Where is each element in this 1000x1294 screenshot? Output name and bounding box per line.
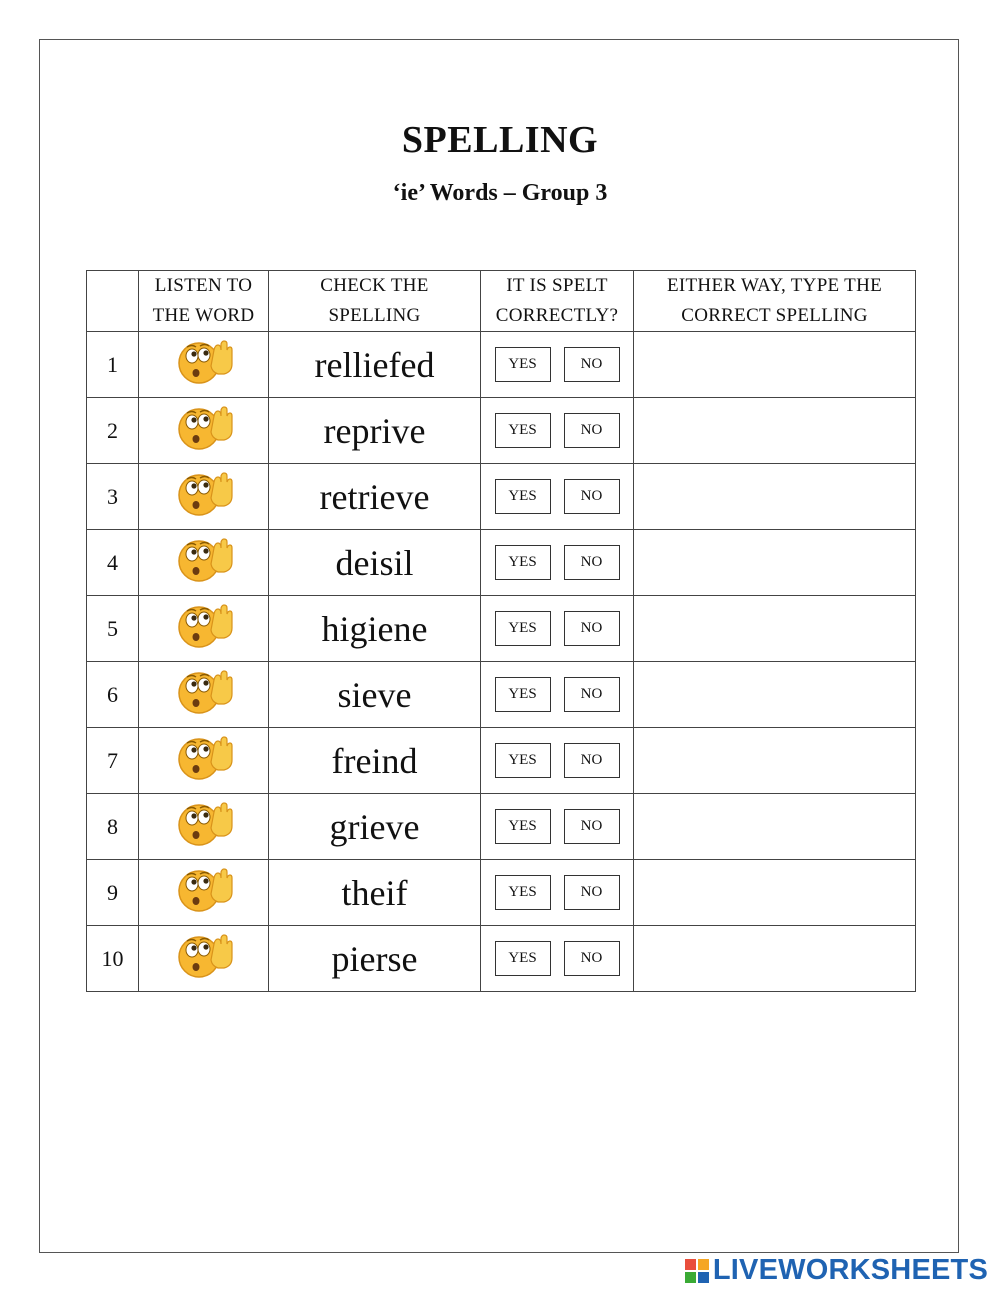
yes-no-cell <box>481 926 634 992</box>
yes-no-cell <box>481 728 634 794</box>
row-number: 7 <box>87 728 139 794</box>
no-button[interactable]: NO <box>564 941 620 976</box>
listen-cell <box>139 860 269 926</box>
table-row <box>87 794 916 860</box>
page-title: SPELLING <box>401 119 599 161</box>
yes-button[interactable]: YES <box>495 875 551 910</box>
listening-face-icon[interactable] <box>175 602 233 650</box>
yes-no-cell <box>481 332 634 398</box>
no-button[interactable]: NO <box>564 677 620 712</box>
table-row <box>87 464 916 530</box>
row-number: 1 <box>87 332 139 398</box>
listen-cell <box>139 530 269 596</box>
yes-no-cell <box>481 464 634 530</box>
table-row <box>87 926 916 992</box>
yes-button[interactable]: YES <box>495 743 551 778</box>
brand-name: LIVEWORKSHEETS <box>712 1254 988 1286</box>
row-number: 3 <box>87 464 139 530</box>
listen-cell <box>139 728 269 794</box>
spelling-word: retrieve <box>269 464 481 530</box>
no-button[interactable]: NO <box>564 347 620 382</box>
listening-face-icon[interactable] <box>175 668 233 716</box>
header-spelt <box>481 271 634 332</box>
no-button[interactable]: NO <box>564 875 620 910</box>
header-spelt-line1: IT IS SPELT <box>506 275 608 296</box>
yes-button[interactable]: YES <box>495 809 551 844</box>
correct-spelling-input[interactable] <box>634 398 916 464</box>
no-button[interactable]: NO <box>564 413 620 448</box>
row-number: 6 <box>87 662 139 728</box>
correct-spelling-input[interactable] <box>634 332 916 398</box>
listen-cell <box>139 332 269 398</box>
logo-squares-icon <box>685 1259 709 1283</box>
yes-no-cell <box>481 596 634 662</box>
row-number: 5 <box>87 596 139 662</box>
listening-face-icon[interactable] <box>175 470 233 518</box>
yes-no-cell <box>481 530 634 596</box>
yes-button[interactable]: YES <box>495 941 551 976</box>
listening-face-icon[interactable] <box>175 404 233 452</box>
table-row <box>87 596 916 662</box>
yes-button[interactable]: YES <box>495 677 551 712</box>
header-check-line1: CHECK THE <box>320 275 429 296</box>
listen-cell <box>139 398 269 464</box>
correct-spelling-input[interactable] <box>634 794 916 860</box>
yes-button[interactable]: YES <box>495 611 551 646</box>
header-check-line2: SPELLING <box>328 305 421 326</box>
yes-no-cell <box>481 662 634 728</box>
correct-spelling-input[interactable] <box>634 662 916 728</box>
table-row <box>87 662 916 728</box>
correct-spelling-input[interactable] <box>634 728 916 794</box>
listening-face-icon[interactable] <box>175 536 233 584</box>
header-num <box>87 271 139 332</box>
spelling-word: relliefed <box>269 332 481 398</box>
no-button[interactable]: NO <box>564 611 620 646</box>
yes-button[interactable]: YES <box>495 545 551 580</box>
table-row <box>87 530 916 596</box>
spelling-word: deisil <box>269 530 481 596</box>
no-button[interactable]: NO <box>564 809 620 844</box>
yes-no-cell <box>481 794 634 860</box>
row-number: 4 <box>87 530 139 596</box>
table-row <box>87 398 916 464</box>
listen-cell <box>139 596 269 662</box>
correct-spelling-input[interactable] <box>634 596 916 662</box>
listening-face-icon[interactable] <box>175 800 233 848</box>
spelling-word: grieve <box>269 794 481 860</box>
header-listen <box>139 271 269 332</box>
table-row <box>87 728 916 794</box>
liveworksheets-logo <box>685 1254 988 1287</box>
listen-cell <box>139 794 269 860</box>
row-number: 9 <box>87 860 139 926</box>
spelling-word: reprive <box>269 398 481 464</box>
header-row <box>87 271 916 332</box>
header-either <box>634 271 916 332</box>
no-button[interactable]: NO <box>564 545 620 580</box>
spelling-table <box>86 270 916 992</box>
correct-spelling-input[interactable] <box>634 530 916 596</box>
row-number: 10 <box>87 926 139 992</box>
header-either-line2: CORRECT SPELLING <box>681 305 868 326</box>
spelling-word: freind <box>269 728 481 794</box>
no-button[interactable]: NO <box>564 743 620 778</box>
listening-face-icon[interactable] <box>175 338 233 386</box>
header-either-line1: EITHER WAY, TYPE THE <box>666 275 883 296</box>
yes-button[interactable]: YES <box>495 479 551 514</box>
yes-no-cell <box>481 398 634 464</box>
correct-spelling-input[interactable] <box>634 926 916 992</box>
listening-face-icon[interactable] <box>175 866 233 914</box>
spelling-word: theif <box>269 860 481 926</box>
listen-cell <box>139 662 269 728</box>
spelling-word: pierse <box>269 926 481 992</box>
yes-button[interactable]: YES <box>495 347 551 382</box>
row-number: 2 <box>87 398 139 464</box>
table-row <box>87 332 916 398</box>
spelling-word: higiene <box>269 596 481 662</box>
header-listen-line2: THE WORD <box>152 305 255 326</box>
header-spelt-line2: CORRECTLY? <box>495 305 619 326</box>
no-button[interactable]: NO <box>564 479 620 514</box>
correct-spelling-input[interactable] <box>634 860 916 926</box>
header-listen-line1: LISTEN TO <box>154 275 253 296</box>
correct-spelling-input[interactable] <box>634 464 916 530</box>
header-check <box>269 271 481 332</box>
row-number: 8 <box>87 794 139 860</box>
listen-cell <box>139 464 269 530</box>
yes-button[interactable]: YES <box>495 413 551 448</box>
page-subtitle: ‘ie’ Words – Group 3 <box>392 180 608 206</box>
spelling-word: sieve <box>269 662 481 728</box>
listen-cell <box>139 926 269 992</box>
table-row <box>87 860 916 926</box>
listening-face-icon[interactable] <box>175 734 233 782</box>
listening-face-icon[interactable] <box>175 932 233 980</box>
yes-no-cell <box>481 860 634 926</box>
